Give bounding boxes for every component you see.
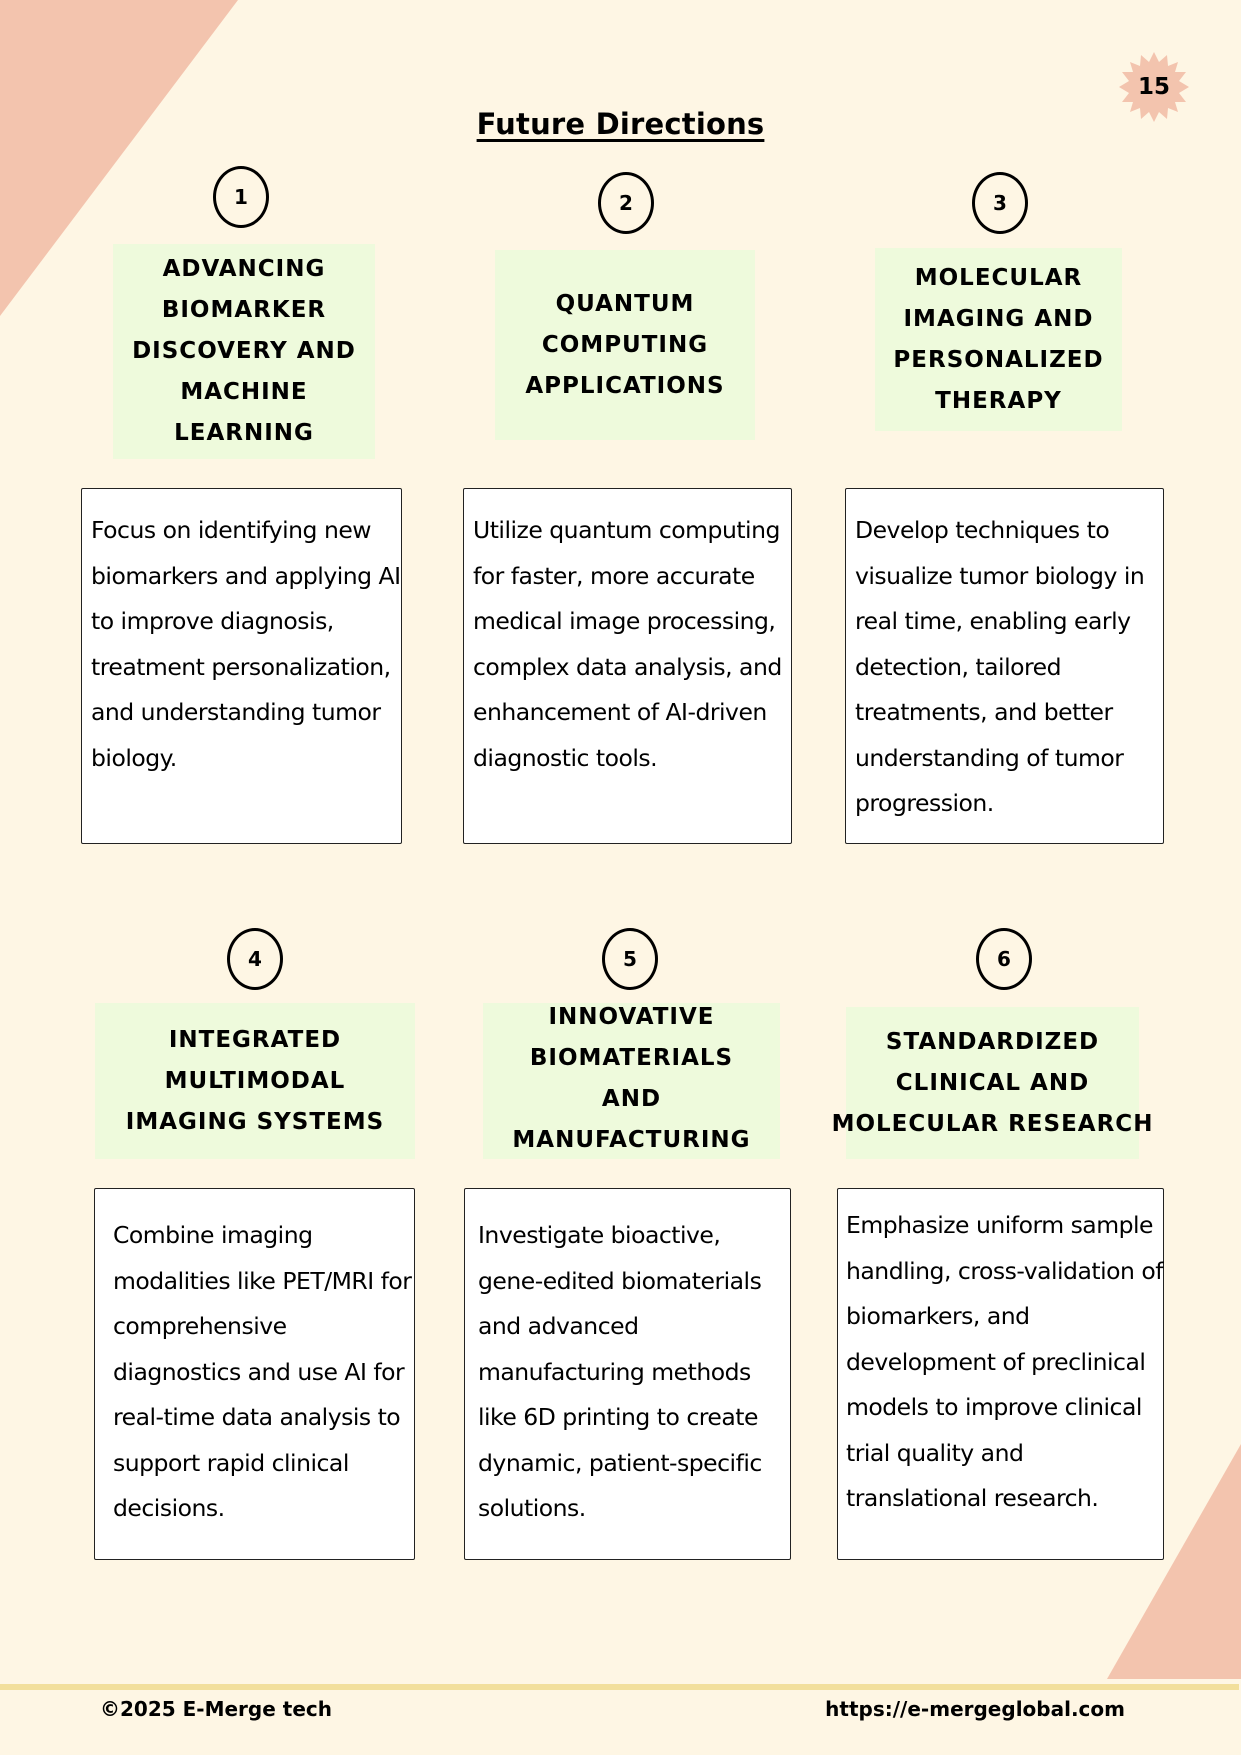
item-title	[893, 258, 1103, 422]
title-line: INTEGRATED	[168, 1026, 342, 1053]
item-1-number-circle	[213, 166, 269, 228]
item-description: Develop techniques to visualize tumor biology in real time, enabling early detection, tailored treatments, and better understanding of tumor progression.	[855, 516, 1145, 817]
item-description: Emphasize uniform sample handling, cross-validation of biomarkers, and development of preclinical models to improve clinical trial quality and translational research.	[846, 1211, 1164, 1512]
title-line: THERAPY	[935, 387, 1062, 414]
title-line: ADVANCING	[162, 256, 326, 282]
item-number: 2	[619, 191, 633, 215]
item-title	[126, 1020, 384, 1143]
item-5-number-circle	[602, 928, 658, 990]
item-3-title-box	[875, 248, 1122, 431]
page-number: 15	[1137, 74, 1170, 100]
item-2-title-box	[495, 250, 755, 440]
title-line: CLINICAL AND	[895, 1069, 1090, 1096]
item-number: 3	[993, 191, 1007, 215]
footer-divider	[0, 1684, 1239, 1690]
item-description: Investigate bioactive, gene-edited biomaterials and advanced manufacturing methods like 6D printing to create dynamic, patient-specific solutions.	[478, 1221, 762, 1522]
item-1-description-box	[81, 488, 402, 844]
item-title	[132, 249, 356, 454]
title-line: MACHINE	[180, 379, 308, 405]
item-1-title-box	[113, 244, 375, 459]
title-line: LEARNING	[174, 420, 314, 446]
title-line: MOLECULAR	[914, 264, 1083, 291]
title-line: QUANTUM	[555, 290, 695, 317]
title-line: AND	[601, 1086, 662, 1112]
title-line: BIOMARKER	[161, 297, 327, 323]
item-title	[525, 284, 724, 407]
title-line: MULTIMODAL	[164, 1067, 346, 1094]
title-line: IMAGING SYSTEMS	[125, 1108, 385, 1135]
title-line: DISCOVERY AND	[132, 338, 356, 364]
item-3-number-circle	[972, 172, 1028, 234]
item-3-description-box	[845, 488, 1164, 844]
item-4-description-box	[94, 1188, 415, 1560]
item-number: 4	[248, 947, 262, 971]
item-6-description-box	[837, 1188, 1164, 1560]
page-title	[0, 107, 1241, 141]
title-line: MANUFACTURING	[512, 1127, 751, 1153]
item-5-description-box	[464, 1188, 791, 1560]
title-line: PERSONALIZED	[893, 346, 1104, 373]
item-2-description-box	[463, 488, 792, 844]
item-number: 1	[234, 185, 248, 209]
title-line: BIOMATERIALS	[529, 1045, 734, 1071]
item-number: 6	[997, 947, 1011, 971]
item-4-title-box	[95, 1003, 415, 1159]
title-line: MOLECULAR RESEARCH	[831, 1110, 1154, 1137]
title-line: COMPUTING	[541, 331, 709, 358]
footer-copyright: ©2025 E-Merge tech	[100, 1697, 332, 1721]
item-number: 5	[623, 947, 637, 971]
title-line: APPLICATIONS	[525, 372, 725, 399]
page-title-text: Future Directions	[476, 107, 765, 141]
title-line: STANDARDIZED	[885, 1028, 1100, 1055]
item-4-number-circle	[227, 928, 283, 990]
footer-url-link[interactable]: https://e-mergeglobal.com	[825, 1697, 1125, 1721]
item-description: Focus on identifying new biomarkers and applying AI to improve diagnosis, treatment personalization, and understanding tumor biology.	[91, 516, 401, 772]
item-6-number-circle	[976, 928, 1032, 990]
title-line: IMAGING AND	[903, 305, 1094, 332]
title-line: INNOVATIVE	[548, 1004, 715, 1030]
item-2-number-circle	[598, 172, 654, 234]
item-title	[512, 997, 750, 1161]
item-5-title-box	[483, 1003, 780, 1159]
item-description: Utilize quantum computing for faster, more accurate medical image processing, complex data analysis, and enhancement of AI-driven diagnostic tools.	[473, 516, 782, 772]
item-description: Combine imaging modalities like PET/MRI for comprehensive diagnostics and use AI for real-time data analysis to support rapid clinical decisions.	[113, 1221, 412, 1522]
item-6-title-box	[831, 1007, 1154, 1159]
item-title	[832, 1022, 1154, 1145]
